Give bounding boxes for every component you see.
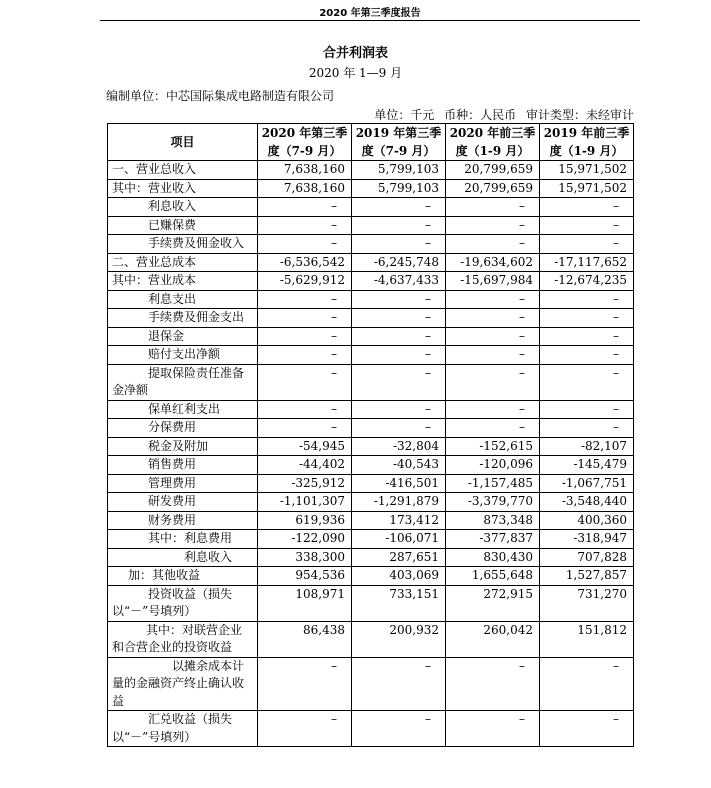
- table-row: [108, 711, 634, 747]
- table-row: [108, 474, 634, 493]
- value-cell: –: [352, 235, 446, 254]
- table-row: [108, 511, 634, 530]
- compiling-company: 编制单位：中芯国际集成电路制造有限公司: [106, 89, 335, 103]
- column-header: 2019 年前三季度（1-9 月）: [540, 124, 634, 161]
- value-cell: –: [258, 198, 352, 217]
- value-cell: -152,615: [446, 437, 540, 456]
- row-label: 分保费用: [108, 419, 258, 438]
- value-cell: -19,634,602: [446, 253, 540, 272]
- row-label: 汇兑收益（损失以“－”号填列）: [108, 711, 258, 747]
- value-cell: –: [352, 216, 446, 235]
- value-cell: –: [446, 235, 540, 254]
- row-label: 财务费用: [108, 511, 258, 530]
- value-cell: -1,101,307: [258, 493, 352, 512]
- value-cell: -6,536,542: [258, 253, 352, 272]
- value-cell: 20,799,659: [446, 179, 540, 198]
- value-cell: –: [352, 711, 446, 747]
- value-cell: 173,412: [352, 511, 446, 530]
- row-label: 二、营业总成本: [108, 253, 258, 272]
- value-cell: 5,799,103: [352, 179, 446, 198]
- value-cell: –: [540, 235, 634, 254]
- value-cell: –: [446, 290, 540, 309]
- value-cell: 403,069: [352, 567, 446, 586]
- row-label: 利息收入: [108, 548, 258, 567]
- value-cell: 20,799,659: [446, 161, 540, 180]
- row-label: 加：其他收益: [108, 567, 258, 586]
- table-row: [108, 161, 634, 180]
- value-cell: 108,971: [258, 585, 352, 621]
- value-cell: –: [352, 290, 446, 309]
- column-header: 2020 年第三季度（7-9 月）: [258, 124, 352, 161]
- value-cell: –: [446, 364, 540, 400]
- table-row: [108, 253, 634, 272]
- value-cell: –: [258, 657, 352, 711]
- value-cell: –: [540, 711, 634, 747]
- value-cell: 7,638,160: [258, 161, 352, 180]
- value-cell: -15,697,984: [446, 272, 540, 291]
- value-cell: –: [258, 711, 352, 747]
- row-label: 手续费及佣金收入: [108, 235, 258, 254]
- value-cell: -54,945: [258, 437, 352, 456]
- value-cell: 873,348: [446, 511, 540, 530]
- table-row: [108, 235, 634, 254]
- value-cell: –: [352, 400, 446, 419]
- statement-period: 2020 年 1—9 月: [308, 66, 403, 80]
- statement-title: 合并利润表: [322, 46, 388, 61]
- table-row: [108, 179, 634, 198]
- value-cell: –: [258, 290, 352, 309]
- value-cell: -1,157,485: [446, 474, 540, 493]
- table-row: [108, 290, 634, 309]
- row-label: 手续费及佣金支出: [108, 309, 258, 328]
- table-row: [108, 567, 634, 586]
- value-cell: -82,107: [540, 437, 634, 456]
- value-cell: 86,438: [258, 621, 352, 657]
- value-cell: –: [258, 235, 352, 254]
- table-row: [108, 400, 634, 419]
- table-row: [108, 364, 634, 400]
- value-cell: –: [352, 364, 446, 400]
- value-cell: 15,971,502: [540, 161, 634, 180]
- table-row: [108, 272, 634, 291]
- row-label: 保单红利支出: [108, 400, 258, 419]
- value-cell: –: [258, 419, 352, 438]
- value-cell: 731,270: [540, 585, 634, 621]
- table-row: [108, 327, 634, 346]
- table-row: [108, 419, 634, 438]
- table-row: [108, 346, 634, 365]
- value-cell: 1,655,648: [446, 567, 540, 586]
- value-cell: -106,071: [352, 530, 446, 549]
- value-cell: -5,629,912: [258, 272, 352, 291]
- row-label: 管理费用: [108, 474, 258, 493]
- value-cell: -1,067,751: [540, 474, 634, 493]
- table-row: [108, 216, 634, 235]
- value-cell: -1,291,879: [352, 493, 446, 512]
- value-cell: 619,936: [258, 511, 352, 530]
- value-cell: -44,402: [258, 456, 352, 475]
- row-label: 以摊余成本计量的金融资产终止确认收益: [108, 657, 258, 711]
- row-label: 投资收益（损失以“－”号填列）: [108, 585, 258, 621]
- value-cell: 151,812: [540, 621, 634, 657]
- value-cell: 954,536: [258, 567, 352, 586]
- row-label: 税金及附加: [108, 437, 258, 456]
- report-header: 2020 年第三季度报告: [319, 8, 421, 19]
- value-cell: 15,971,502: [540, 179, 634, 198]
- value-cell: –: [258, 346, 352, 365]
- value-cell: 7,638,160: [258, 179, 352, 198]
- value-cell: –: [352, 309, 446, 328]
- value-cell: –: [258, 364, 352, 400]
- table-row: [108, 456, 634, 475]
- value-cell: 1,527,857: [540, 567, 634, 586]
- value-cell: -4,637,433: [352, 272, 446, 291]
- value-cell: -17,117,652: [540, 253, 634, 272]
- table-row: [108, 621, 634, 657]
- value-cell: 272,915: [446, 585, 540, 621]
- value-cell: –: [540, 400, 634, 419]
- value-cell: –: [446, 657, 540, 711]
- row-label: 利息支出: [108, 290, 258, 309]
- value-cell: –: [352, 657, 446, 711]
- value-cell: –: [352, 327, 446, 346]
- value-cell: –: [258, 400, 352, 419]
- value-cell: -416,501: [352, 474, 446, 493]
- value-cell: –: [540, 657, 634, 711]
- table-row: [108, 585, 634, 621]
- value-cell: 338,300: [258, 548, 352, 567]
- value-cell: –: [258, 216, 352, 235]
- value-cell: -3,379,770: [446, 493, 540, 512]
- row-label: 其中：利息费用: [108, 530, 258, 549]
- value-cell: –: [446, 419, 540, 438]
- units-line: 单位：千元 币种：人民币 审计类型：未经审计: [374, 108, 634, 122]
- value-cell: –: [540, 216, 634, 235]
- value-cell: 400,360: [540, 511, 634, 530]
- table-row: [108, 657, 634, 711]
- value-cell: –: [540, 419, 634, 438]
- row-label: 销售费用: [108, 456, 258, 475]
- value-cell: –: [258, 309, 352, 328]
- row-label: 退保金: [108, 327, 258, 346]
- value-cell: 200,932: [352, 621, 446, 657]
- value-cell: -120,096: [446, 456, 540, 475]
- value-cell: –: [446, 711, 540, 747]
- value-cell: –: [352, 419, 446, 438]
- value-cell: –: [540, 309, 634, 328]
- value-cell: -122,090: [258, 530, 352, 549]
- table-row: [108, 548, 634, 567]
- column-header: 2019 年第三季度（7-9 月）: [352, 124, 446, 161]
- value-cell: -6,245,748: [352, 253, 446, 272]
- value-cell: –: [540, 364, 634, 400]
- column-header: 项目: [108, 124, 258, 161]
- value-cell: –: [540, 346, 634, 365]
- value-cell: –: [446, 327, 540, 346]
- row-label: 利息收入: [108, 198, 258, 217]
- value-cell: 5,799,103: [352, 161, 446, 180]
- row-label: 其中：营业成本: [108, 272, 258, 291]
- row-label: 一、营业总收入: [108, 161, 258, 180]
- value-cell: 707,828: [540, 548, 634, 567]
- table-header-row: [108, 124, 634, 161]
- row-label: 研发费用: [108, 493, 258, 512]
- value-cell: –: [540, 290, 634, 309]
- value-cell: 830,430: [446, 548, 540, 567]
- value-cell: –: [446, 309, 540, 328]
- header-rule: [100, 20, 640, 21]
- table-row: [108, 198, 634, 217]
- income-statement-table: [107, 123, 634, 747]
- column-header: 2020 年前三季度（1-9 月）: [446, 124, 540, 161]
- value-cell: -40,543: [352, 456, 446, 475]
- row-label: 赔付支出净额: [108, 346, 258, 365]
- value-cell: -318,947: [540, 530, 634, 549]
- value-cell: -32,804: [352, 437, 446, 456]
- value-cell: -325,912: [258, 474, 352, 493]
- value-cell: –: [352, 346, 446, 365]
- value-cell: 733,151: [352, 585, 446, 621]
- value-cell: 287,651: [352, 548, 446, 567]
- table-row: [108, 437, 634, 456]
- value-cell: –: [446, 198, 540, 217]
- row-label: 已赚保费: [108, 216, 258, 235]
- value-cell: –: [446, 346, 540, 365]
- row-label: 其中：营业收入: [108, 179, 258, 198]
- value-cell: -12,674,235: [540, 272, 634, 291]
- table-row: [108, 493, 634, 512]
- value-cell: –: [446, 216, 540, 235]
- row-label: 其中：对联营企业和合营企业的投资收益: [108, 621, 258, 657]
- value-cell: –: [446, 400, 540, 419]
- row-label: 提取保险责任准备金净额: [108, 364, 258, 400]
- table-row: [108, 530, 634, 549]
- value-cell: -3,548,440: [540, 493, 634, 512]
- value-cell: –: [540, 327, 634, 346]
- table-row: [108, 309, 634, 328]
- value-cell: –: [258, 327, 352, 346]
- value-cell: –: [540, 198, 634, 217]
- value-cell: -145,479: [540, 456, 634, 475]
- value-cell: –: [352, 198, 446, 217]
- value-cell: 260,042: [446, 621, 540, 657]
- value-cell: -377,837: [446, 530, 540, 549]
